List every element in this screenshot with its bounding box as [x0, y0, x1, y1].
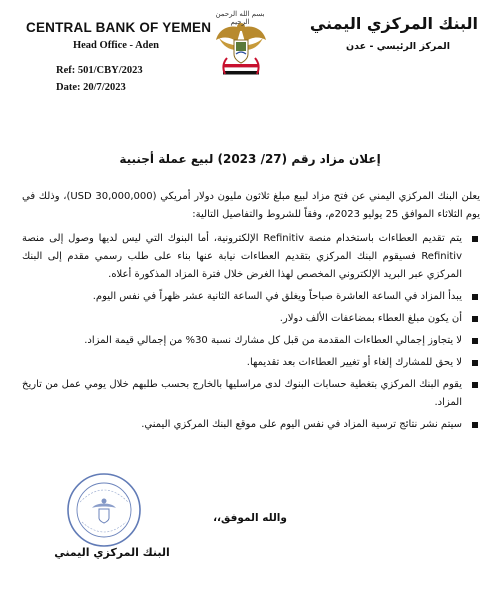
header-arabic [308, 14, 478, 52]
bullet-icon [472, 360, 478, 366]
bullet-icon [472, 316, 478, 322]
bullet-icon [472, 236, 478, 242]
signature-label: البنك المركزي اليمني [54, 546, 170, 559]
ref-number: Ref: 501/CBY/2023 [56, 65, 143, 76]
list-item-text: يتم تقديم العطاءات باستخدام منصة Refinitiv الإلكترونية، أما البنوك التي ليس لديها وصول إلى منصة Refinitiv فسيقوم البنك المركزي بتقديم العطاءات نيابة عنها بناء على طلب رسمي مقدم إلى البنك المركزي عبر البريد الإلكتروني المخصص لهذا الغرض خلال فترة المزاد المذكورة أعلاه. [22, 233, 462, 280]
bullet-icon [472, 338, 478, 344]
list-item [22, 310, 480, 328]
list-item [22, 288, 480, 306]
office-ar: المركز الرئيسي - عدن [346, 41, 450, 52]
list-item-text: لا يتجاوز إجمالي العطاءات المقدمة من قبل كل مشارك نسبة 30% من إجمالي قيمة المزاد. [84, 335, 462, 346]
bullet-icon [472, 382, 478, 388]
issue-date: Date: 20/7/2023 [56, 82, 126, 93]
header-english [26, 20, 212, 51]
list-item-text: لا يحق للمشارك إلغاء أو تغيير العطاءات بعد تقديمها. [246, 357, 462, 368]
bank-name-en: CENTRAL BANK OF YEMEN [26, 20, 212, 35]
office-en: Head Office - Aden [72, 40, 160, 51]
bank-name-ar: البنك المركزي اليمني [309, 14, 478, 33]
list-item [22, 376, 480, 412]
reference-block [56, 62, 143, 96]
list-item [22, 332, 480, 350]
announcement-title: إعلان مزاد رقم (27/ 2023) لبيع عملة أجنبية [119, 152, 381, 166]
list-item [22, 416, 480, 434]
list-item [22, 354, 480, 372]
intro-paragraph: يعلن البنك المركزي اليمني عن فتح مزاد لبيع مبلغ ثلاثون مليون دولار أمريكي (30,000,000 USD)، وذلك في يوم الثلاثاء الموافق 25 يوليو 2023م، وفقاً للشروط والتفاصيل التالية: [22, 191, 480, 220]
basmala: بسم الله الرحمن الرحيم [215, 10, 265, 26]
bullet-icon [472, 294, 478, 300]
list-item-text: أن يكون مبلغ العطاء بمضاعفات الألف دولار. [279, 313, 462, 324]
announcement-body [22, 188, 480, 438]
conditions-list [22, 230, 480, 434]
list-item-text: سيتم نشر نتائج ترسية المزاد في نفس اليوم على موقع البنك المركزي اليمني. [141, 419, 462, 430]
list-item-text: يبدأ المزاد في الساعة العاشرة صباحاً ويغلق في الساعة الثانية عشر ظهراً في نفس اليوم. [92, 291, 462, 302]
bullet-icon [472, 422, 478, 428]
official-seal-icon [66, 472, 142, 548]
list-item [22, 230, 480, 284]
list-item-text: يقوم البنك المركزي بتغطية حسابات البنوك لدى مراسليها بالخارج بحسب طلبهم خلال يومي عمل من تاريخ المزاد. [22, 379, 462, 408]
closing-phrase: والله الموفق،، [213, 512, 287, 524]
